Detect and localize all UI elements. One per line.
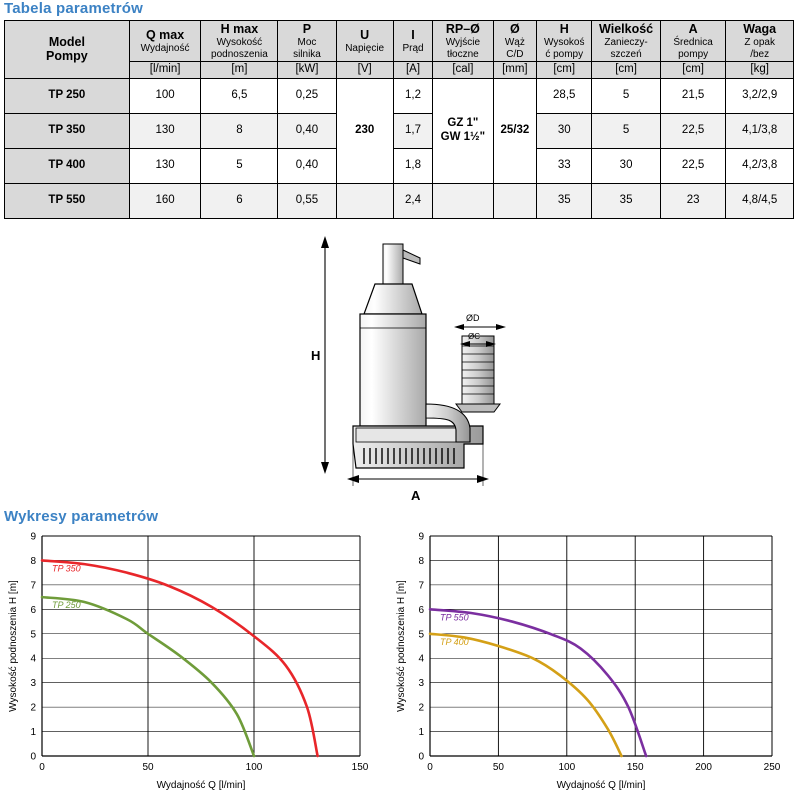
- table-row: [5, 148, 794, 183]
- curve-label-tp-550: TP 550: [440, 612, 469, 623]
- table-row: [5, 78, 794, 113]
- cell-current: 2,4: [393, 183, 433, 218]
- table-row: [5, 113, 794, 148]
- section-title-table: Tabela parametrów: [4, 0, 144, 17]
- cell-current: 1,8: [393, 148, 433, 183]
- unit-current: [A]: [393, 62, 433, 79]
- cell-voltage-merged: 230: [336, 78, 393, 183]
- table-header: [5, 21, 794, 79]
- unit-hose: [mm]: [493, 62, 537, 79]
- cell-outlet-merged: [433, 78, 493, 183]
- cell-weight: 4,1/3,8: [726, 113, 794, 148]
- header-power: P Moc silnika: [278, 21, 336, 62]
- unit-hmax: [m]: [201, 62, 278, 79]
- svg-text:Wydajność Q [l/min]: Wydajność Q [l/min]: [556, 780, 646, 791]
- cell-pump-height: 28,5: [537, 78, 592, 113]
- cell-qmax: 130: [129, 113, 201, 148]
- header-current: I Prąd: [393, 21, 433, 62]
- parameter-table-container: [4, 20, 794, 219]
- svg-text:0: 0: [30, 751, 36, 763]
- svg-text:8: 8: [418, 555, 424, 567]
- cell-pump-height: 35: [537, 183, 592, 218]
- header-qmax: Q max Wydajność: [129, 21, 201, 62]
- svg-text:100: 100: [245, 762, 263, 773]
- dimension-a: [347, 475, 489, 483]
- svg-text:7: 7: [418, 580, 424, 592]
- svg-text:2: 2: [418, 702, 424, 714]
- header-weight: Waga Z opak /bez: [726, 21, 794, 62]
- curve-label-tp-350: TP 350: [52, 563, 81, 574]
- svg-text:50: 50: [142, 762, 154, 773]
- cell-hmax: 8: [201, 113, 278, 148]
- header-hmax: H max Wysokość podnoszenia: [201, 21, 278, 62]
- cell-model: TP 350: [5, 113, 130, 148]
- chart-tp350-tp250: [0, 528, 390, 811]
- unit-qmax: [l/min]: [129, 62, 201, 79]
- cell-model: TP 400: [5, 148, 130, 183]
- pump-base-collar: [356, 428, 464, 442]
- svg-text:50: 50: [492, 762, 504, 773]
- chart-right-svg: [388, 528, 803, 811]
- cell-model: TP 250: [5, 78, 130, 113]
- svg-text:4: 4: [418, 653, 424, 665]
- cell-current: 1,7: [393, 113, 433, 148]
- pump-drawing-svg: [280, 228, 570, 508]
- cell-power: 0,55: [278, 183, 336, 218]
- chart-tp550-tp400: [388, 528, 803, 811]
- cell-weight: 3,2/2,9: [726, 78, 794, 113]
- svg-text:3: 3: [418, 678, 424, 690]
- cell-hose-merged: 25/32: [493, 78, 537, 183]
- svg-text:3: 3: [30, 678, 36, 690]
- header-particle-size: Wielkość Zanieczy- szczeń: [592, 21, 661, 62]
- svg-text:1: 1: [30, 727, 36, 739]
- header-outlet: RP–Ø Wyjście tłoczne: [433, 21, 493, 62]
- cell-hmax: 6: [201, 183, 278, 218]
- header-hose: Ø Wąż C/D: [493, 21, 537, 62]
- cell-voltage-empty: [336, 183, 393, 218]
- unit-power: [kW]: [278, 62, 336, 79]
- pump-hose-adapter: [456, 336, 500, 412]
- svg-text:Wydajność Q [l/min]: Wydajność Q [l/min]: [156, 780, 246, 791]
- cell-diameter: 21,5: [660, 78, 725, 113]
- svg-text:0: 0: [418, 751, 424, 763]
- cell-outlet-empty: [433, 183, 493, 218]
- svg-text:Wysokość podnoszenia H [m]: Wysokość podnoszenia H [m]: [8, 580, 19, 712]
- curve-label-tp-400: TP 400: [440, 636, 469, 647]
- parameter-table: [4, 20, 794, 219]
- cell-qmax: 130: [129, 148, 201, 183]
- dimension-a-label: A: [411, 488, 421, 503]
- cell-power: 0,40: [278, 148, 336, 183]
- cell-hmax: 6,5: [201, 78, 278, 113]
- svg-text:5: 5: [30, 629, 36, 641]
- dimension-d: [454, 324, 506, 330]
- cell-power: 0,25: [278, 78, 336, 113]
- svg-text:6: 6: [30, 604, 36, 616]
- table-body: [5, 78, 794, 218]
- header-model: Model Pompy: [5, 21, 130, 79]
- svg-text:7: 7: [30, 580, 36, 592]
- curve-label-tp-250: TP 250: [52, 600, 81, 611]
- cell-power: 0,40: [278, 113, 336, 148]
- cell-particle-size: 5: [592, 113, 661, 148]
- outlet-line-1: GZ 1": [447, 117, 479, 130]
- outlet-line-2: GW 1½": [440, 130, 486, 143]
- svg-text:0: 0: [427, 762, 433, 773]
- cell-qmax: 100: [129, 78, 201, 113]
- cell-particle-size: 5: [592, 78, 661, 113]
- cell-particle-size: 30: [592, 148, 661, 183]
- cell-qmax: 160: [129, 183, 201, 218]
- unit-diameter: [cm]: [660, 62, 725, 79]
- header-diameter: A Średnica pompy: [660, 21, 725, 62]
- cell-weight: 4,8/4,5: [726, 183, 794, 218]
- svg-text:6: 6: [418, 604, 424, 616]
- svg-text:150: 150: [351, 762, 369, 773]
- unit-particle-size: [cm]: [592, 62, 661, 79]
- cell-diameter: 22,5: [660, 148, 725, 183]
- svg-text:Wysokość podnoszenia H [m]: Wysokość podnoszenia H [m]: [396, 580, 407, 712]
- dimension-h: [321, 236, 329, 474]
- section-title-charts: Wykresy parametrów: [4, 508, 159, 525]
- cell-pump-height: 33: [537, 148, 592, 183]
- table-header-row: [5, 21, 794, 62]
- pump-upper-housing: [364, 284, 422, 314]
- svg-text:4: 4: [30, 653, 36, 665]
- dimension-h-label: H: [311, 348, 321, 363]
- unit-outlet: [cal]: [433, 62, 493, 79]
- svg-text:0: 0: [39, 762, 45, 773]
- cell-pump-height: 30: [537, 113, 592, 148]
- cell-diameter: 22,5: [660, 113, 725, 148]
- pump-technical-drawing: [280, 228, 570, 508]
- header-voltage: U Napięcie: [336, 21, 393, 62]
- chart-left-svg: [0, 528, 390, 811]
- unit-voltage: [V]: [336, 62, 393, 79]
- svg-text:250: 250: [763, 762, 781, 773]
- svg-text:1: 1: [418, 727, 424, 739]
- unit-weight: [kg]: [726, 62, 794, 79]
- svg-text:9: 9: [30, 531, 36, 543]
- cell-current: 1,2: [393, 78, 433, 113]
- unit-pump-height: [cm]: [537, 62, 592, 79]
- cell-hose-empty: [493, 183, 537, 218]
- pump-main-body: [360, 314, 426, 426]
- cell-particle-size: 35: [592, 183, 661, 218]
- table-row: [5, 183, 794, 218]
- cell-diameter: 23: [660, 183, 725, 218]
- cell-model: TP 550: [5, 183, 130, 218]
- svg-text:8: 8: [30, 555, 36, 567]
- header-pump-height: H Wysokoś ć pompy: [537, 21, 592, 62]
- svg-text:2: 2: [30, 702, 36, 714]
- svg-text:200: 200: [695, 762, 712, 773]
- svg-text:100: 100: [558, 762, 576, 773]
- svg-text:9: 9: [418, 531, 424, 543]
- dimension-d-label: ØD: [466, 313, 480, 323]
- cell-weight: 4,2/3,8: [726, 148, 794, 183]
- cell-hmax: 5: [201, 148, 278, 183]
- svg-text:5: 5: [418, 629, 424, 641]
- pump-riser-tube: [383, 244, 420, 284]
- svg-text:150: 150: [626, 762, 644, 773]
- dimension-c-label: ØC: [468, 332, 480, 341]
